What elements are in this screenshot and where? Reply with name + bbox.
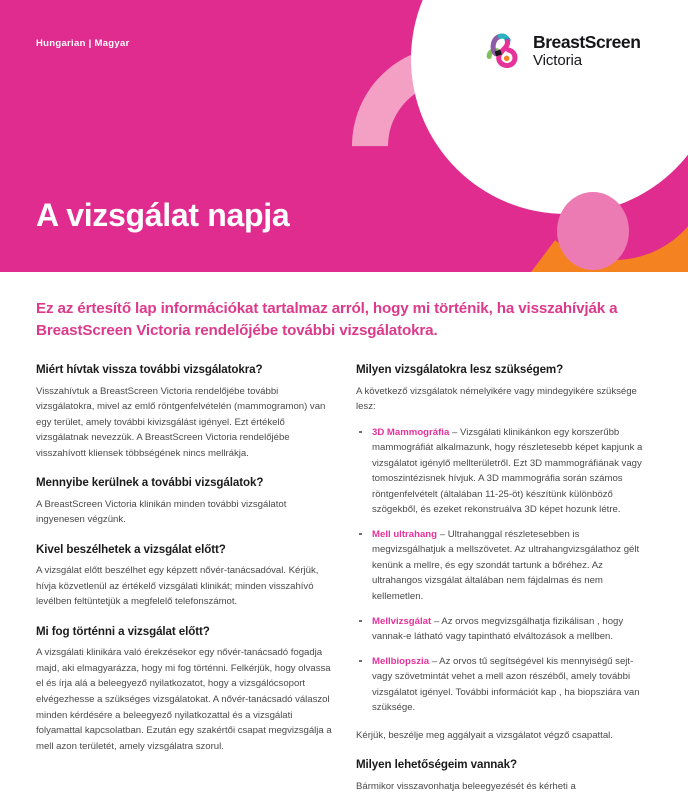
page-title: A vizsgálat napja — [36, 197, 290, 233]
brand-name: BreastScreen — [533, 32, 641, 53]
section-body-cost: A BreastScreen Victoria klinikán minden további vizsgálatot ingyenesen végzünk. — [36, 498, 287, 526]
bullet-term: Mellbiopszia — [372, 655, 430, 667]
bullet-term: 3D Mammográfia — [372, 426, 450, 438]
bullet-text: – Az orvos tű segítségével kis mennyiségű sejt- vagy szövetmintát vehet a mell azon részéből, amely további vizsgálatot igényel. További információt kap , ha biopsziára van szüksége. — [372, 655, 640, 714]
page-header — [0, 0, 688, 272]
section-title-options: Milyen lehetőségeim vannak? — [356, 758, 517, 772]
list-item — [356, 614, 652, 645]
section-body-why-recalled: Visszahívtuk a BreastScreen Victoria rendelőjébe további vizsgálatokra, mivel az emlő röntgenfelvételén (mammogramon) van egy terület, amely további kivizsgálást igényel. Ezt értékelő vizsgálatnak nevezzük. A BreastScreen Victoria rendelőjébe visszahívott kliensek többségének nincs mellrákja. — [36, 385, 326, 459]
section-title-who-to-talk-to: Kivel beszélhetek a vizsgálat előtt? — [36, 542, 226, 556]
language-label: Hungarian | Magyar — [36, 38, 130, 49]
bullet-term: Mell ultrahang — [372, 528, 438, 540]
left-column — [36, 363, 332, 794]
closing-note: Kérjük, beszélje meg aggályait a vizsgálatot végző csapattal. — [356, 729, 613, 741]
bullet-term: Mellvizsgálat — [372, 615, 432, 627]
breastscreen-swirl-logo-icon — [480, 28, 526, 74]
section-title-cost: Mennyibe kerülnek a további vizsgálatok? — [36, 476, 264, 490]
tests-bullet-list — [356, 425, 652, 716]
brand-logo — [480, 28, 640, 74]
section-body-who-to-talk-to: A vizsgálat előtt beszélhet egy képzett nővér-tanácsadóval. Kérjük, hívja közvetlenül az értékelő vizsgálati klinikát; minden visszahívó levélben feltüntetjük a megfelelő telefonszámot. — [36, 565, 319, 608]
section-title-what-happens: Mi fog történni a vizsgálat előtt? — [36, 624, 210, 638]
brand-logo-text — [533, 34, 640, 68]
intro-paragraph: Ez az értesítő lap információkat tartalmaz arról, hogy mi történik, ha visszahívják a BreastScreen Victoria rendelőjébe további vizsgálatokra. — [36, 300, 618, 339]
bullet-text: – Vizsgálati klinikánkon egy korszerűbb mammográfiát alkalmazunk, hogy részletesebb képet kapjunk a vizsgálatot igénylő mellterületről. Ezt 3D mammográfiának vagy tomoszintézisnek hívjuk. A 3D mammográfia során számos röntgenfelvételt (általában 11-25-öt) készítünk különböző szögekből, és ezeket rekonstruálva 3D képet hozunk létre. — [372, 426, 643, 516]
section-body-which-tests-intro: A következő vizsgálatok némelyikére vagy mindegyikére szüksége lesz: — [356, 385, 637, 413]
list-item — [356, 654, 652, 716]
decorative-pink-ellipse — [557, 192, 629, 270]
section-body-options: Bármikor visszavonhatja beleegyezését és kérheti a — [356, 780, 576, 792]
section-title-which-tests: Milyen vizsgálatokra lesz szükségem? — [356, 363, 564, 377]
bullet-text: – Az orvos megvizsgálhatja fizikálisan , hogy vannak-e látható vagy tapintható elváltozások a mellben. — [372, 615, 624, 643]
section-body-what-happens: A vizsgálati klinikára való érekzésekor egy nővér-tanácsadó fogadja majd, aki elmagyarázza, hogy mi fog történni. Felkérjük, hogy olvassa el és írja alá a beleegyező nyilatkozatot, hogy a vizsgálócsoport elvégezhesse a szükséges vizsgálatokat. A nővér-tanácsadó válaszol minden kérdésére a beleegyező nyilatkozattal és a vizsgálati folyamattal kapcsolatban. Ezután egy szakértői csapat megvizsgálja a mell azon területét, amely vizsgálatra szorul. — [36, 647, 332, 752]
list-item — [356, 425, 652, 518]
brand-region: Victoria — [533, 51, 582, 69]
bullet-text: – Ultrahanggal részletesebben is megvizsgálhatjuk a mellszövetet. Az ultrahangvizsgálathoz gélt kenünk a mellre, és egy szondát tartunk a bőréhez. Az ultrahangos vizsgálat általában nem fájdalmas és nem kellemetlen. — [372, 528, 640, 603]
content-columns — [36, 363, 652, 794]
right-column — [356, 363, 652, 794]
section-title-why-recalled: Miért hívtak vissza további vizsgálatokra? — [36, 363, 263, 377]
list-item — [356, 527, 652, 605]
